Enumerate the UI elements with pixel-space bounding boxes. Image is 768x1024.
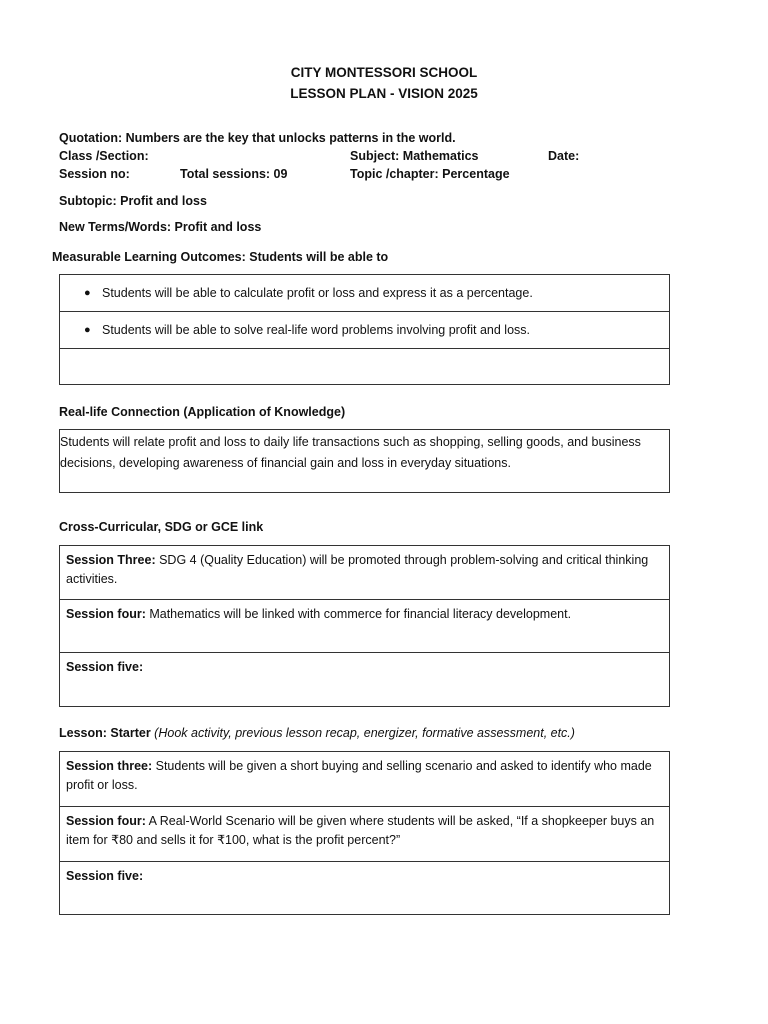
starter-table xyxy=(59,751,670,915)
session-label: Session three: xyxy=(66,759,153,773)
session-label: Session Three: xyxy=(66,553,156,567)
starter-heading-bold: Lesson: Starter xyxy=(59,726,151,740)
session-text: SDG 4 (Quality Education) will be promoted through problem-solving and critical thinking activities. xyxy=(66,553,649,586)
cross-session-row xyxy=(60,600,669,653)
cross-session-row xyxy=(60,546,669,600)
session-text: Students will be given a short buying and selling scenario and asked to identify who made profit or loss. xyxy=(66,759,652,792)
bullet-icon: ● xyxy=(84,324,91,336)
outcome-item xyxy=(60,275,669,312)
topic-label: Topic /chapter: Percentage xyxy=(350,167,510,181)
starter-heading xyxy=(59,726,575,740)
real-life-text: Students will relate profit and loss to daily life transactions such as shopping, selling goods, and business decisions, developing awareness of financial gain and loss in everyday situations. xyxy=(60,435,641,470)
subject-label: Subject: Mathematics xyxy=(350,149,479,163)
session-label: Session five: xyxy=(66,869,144,883)
bullet-icon: ● xyxy=(84,287,91,299)
session-label: Session four: xyxy=(66,814,146,828)
starter-session-row xyxy=(60,862,669,914)
session-label: Session four: xyxy=(66,607,146,621)
cross-session-row xyxy=(60,653,669,706)
outcome-item-empty xyxy=(60,349,669,384)
class-section-label: Class /Section: xyxy=(59,149,149,163)
cross-curricular-heading: Cross-Curricular, SDG or GCE link xyxy=(59,520,264,534)
date-label: Date: xyxy=(548,149,580,163)
subtopic-label: Subtopic: Profit and loss xyxy=(59,194,207,208)
starter-heading-italic: (Hook activity, previous lesson recap, energizer, formative assessment, etc.) xyxy=(150,726,575,740)
session-text: A Real-World Scenario will be given where students will be asked, “If a shopkeeper buys an item for ₹80 and sells it for ₹100, what is the profit percent?” xyxy=(66,814,655,847)
outcome-text: Students will be able to calculate profit or loss and express it as a percentage. xyxy=(102,286,533,300)
quotation: Quotation: Numbers are the key that unlocks patterns in the world. xyxy=(59,131,456,145)
starter-session-row xyxy=(60,807,669,862)
outcome-text: Students will be able to solve real-life word problems involving profit and loss. xyxy=(102,323,530,337)
cross-curricular-table xyxy=(59,545,670,707)
outcomes-table xyxy=(59,274,670,385)
outcome-item xyxy=(60,312,669,349)
session-label: Session five: xyxy=(66,660,144,674)
real-life-box xyxy=(59,429,670,493)
session-no-label: Session no: xyxy=(59,167,130,181)
starter-session-row xyxy=(60,752,669,807)
session-text: Mathematics will be linked with commerce for financial literacy development. xyxy=(145,607,572,621)
real-life-heading: Real-life Connection (Application of Knowledge) xyxy=(59,405,346,419)
outcomes-heading: Measurable Learning Outcomes: Students will be able to xyxy=(52,250,389,264)
school-name: CITY MONTESSORI SCHOOL xyxy=(290,65,478,80)
total-sessions-label: Total sessions: 09 xyxy=(180,167,288,181)
lesson-plan-title: LESSON PLAN - VISION 2025 xyxy=(290,86,478,101)
new-terms-label: New Terms/Words: Profit and loss xyxy=(59,220,262,234)
